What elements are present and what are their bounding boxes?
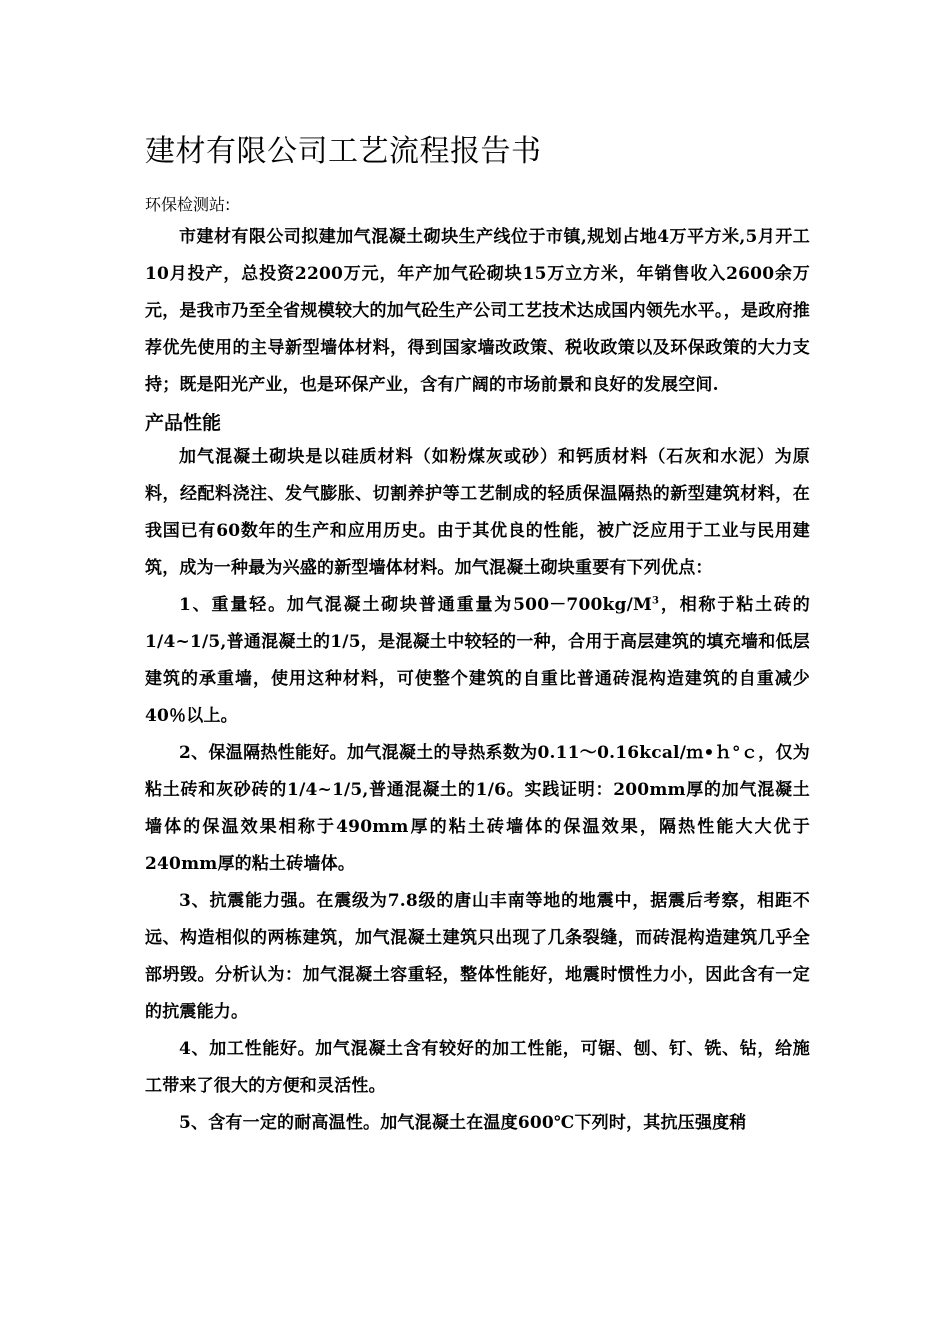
section-intro-paragraph: 加气混凝土砌块是以硅质材料（如粉煤灰或砂）和钙质材料（石灰和水泥）为原料，经配料浇注、发气膨胀、切割养护等工艺制成的轻质保温隔热的新型建筑材料，在我国已有60数年的生产和应用历史。由于其优良的性能，被广泛应用于工业与民用建筑，成为一种最为兴盛的新型墙体材料。加气混凝土砌块重要有下列优点： (145, 447, 810, 578)
point-2-paragraph: 2、保温隔热性能好。加气混凝土的导热系数为0.11～0.16kcal/ｍ•ｈ°ｃ，仅为粘土砖和灰砂砖的1/4~1/5,普通混凝土的1/6。实践证明：200mm厚的加气混凝土墙体的保温效果相称于490mm厚的粘土砖墙体的保温效果，隔热性能大大优于240mm厚的粘土砖墙体。 (145, 743, 810, 874)
point-1-text-a: 1、重量轻。加气混凝土砌块普通重量为500－700kg/M (179, 595, 653, 615)
point-5-paragraph: 5、含有一定的耐高温性。加气混凝土在温度600℃下列时，其抗压强度稍 (179, 1113, 747, 1133)
document-page (145, 122, 810, 1142)
document-title: 建材有限公司工艺流程报告书 (145, 134, 542, 169)
intro-paragraph: 市建材有限公司拟建加气混凝土砌块生产线位于市镇,规划占地4万平方米,5月开工10月投产，总投资2200万元，年产加气砼砌块15万立方米，年销售收入2600余万元，是我市乃至全省规模较大的加气砼生产公司工艺技术达成国内领先水平。，是政府推荐优先使用的主导新型墙体材料，得到国家墙改政策、税收政策以及环保政策的大力支持；既是阳光产业，也是环保产业，含有广阔的市场前景和良好的发展空间. (145, 227, 810, 395)
point-3-paragraph: 3、抗震能力强。在震级为7.8级的唐山丰南等地的地震中，据震后考察，相距不远、构造相似的两栋建筑，加气混凝土建筑只出现了几条裂缝，而砖混构造建筑几乎全部坍毁。分析认为：加气混凝土容重轻，整体性能好，地震时惯性力小，因此含有一定的抗震能力。 (145, 891, 810, 1022)
point-1-text-b: ，相称于粘土砖的1/4~1/5,普通混凝土的1/5，是混凝土中较轻的一种，合用于高层建筑的填充墙和低层建筑的承重墙，使用这种材料，可使整个建筑的自重比普通砖混构造建筑的自重减少40％以上。 (145, 595, 810, 726)
point-1-superscript: 3 (652, 595, 660, 607)
point-4-paragraph: 4、加工性能好。加气混凝土含有较好的加工性能，可锯、刨、钉、铣、钻，给施工带来了很大的方便和灵活性。 (145, 1039, 810, 1096)
addressee-line: 环保检测站: (145, 195, 231, 214)
section-heading: 产品性能 (145, 412, 222, 434)
point-1-paragraph (145, 587, 810, 735)
